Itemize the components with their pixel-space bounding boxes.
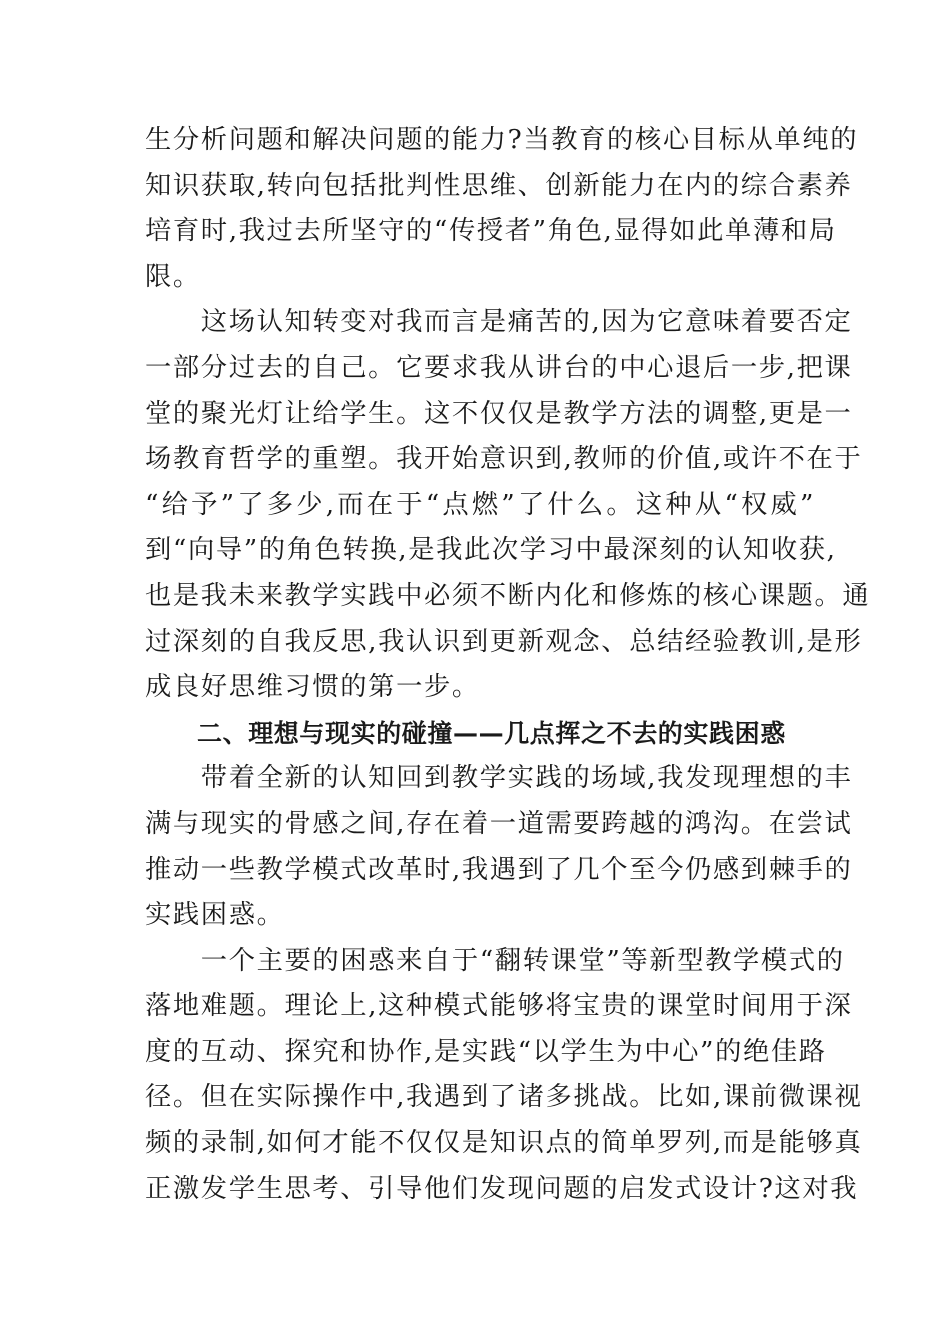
text-line: 频的录制,如何才能不仅仅是知识点的简单罗列,而是能够真: [145, 1128, 863, 1159]
text-line: 度的互动、探究和协作,是实践“以学生为中心”的绝佳路: [145, 1036, 827, 1067]
text-line: 培育时,我过去所坚守的“传授者”角色,显得如此单薄和局: [145, 216, 837, 247]
paragraph: [145, 118, 859, 300]
text-line: 落地难题。理论上,这种模式能够将宝贵的课堂时间用于深: [145, 991, 853, 1022]
text-line: 知识获取,转向包括批判性思维、创新能力在内的综合素养: [145, 170, 853, 201]
text-line: 到“向导”的角色转换,是我此次学习中最深刻的认知收获,: [145, 535, 837, 566]
paragraph: [145, 300, 871, 710]
text-line: 一部分过去的自己。它要求我从讲台的中心退后一步,把课: [145, 352, 853, 383]
text-line: 堂的聚光灯让给学生。这不仅仅是教学方法的调整,更是一: [145, 398, 853, 429]
paragraph: [145, 756, 853, 938]
text-line: 实践困惑。: [145, 900, 285, 931]
text-line: 一个主要的困惑来自于“翻转课堂”等新型教学模式的: [145, 945, 845, 976]
text-line: 限。: [145, 261, 201, 292]
paragraph: [145, 939, 863, 1213]
text-line: 推动一些教学模式改革时,我遇到了几个至今仍感到棘手的: [145, 854, 853, 885]
text-line: 正激发学生思考、引导他们发现问题的启发式设计?这对我: [145, 1173, 859, 1204]
text-line: 过深刻的自我反思,我认识到更新观念、总结经验教训,是形: [145, 626, 863, 657]
text-line: 场教育哲学的重塑。我开始意识到,教师的价值,或许不在于: [145, 444, 863, 475]
document-body: [145, 118, 871, 1212]
text-line: “给予”了多少,而在于“点燃”了什么。这种从“权威”: [145, 489, 815, 520]
text-line: 径。但在实际操作中,我遇到了诸多挑战。比如,课前微课视: [145, 1082, 863, 1113]
text-line: 这场认知转变对我而言是痛苦的,因为它意味着要否定: [145, 307, 853, 338]
text-line: 生分析问题和解决问题的能力?当教育的核心目标从单纯的: [145, 125, 859, 155]
text-line: 成良好思维习惯的第一步。: [145, 672, 480, 703]
section-heading: [145, 711, 815, 757]
text-line: 也是我未来教学实践中必须不断内化和修炼的核心课题。通: [145, 580, 871, 611]
heading-line: 二、理想与现实的碰撞——几点挥之不去的实践困惑: [197, 718, 786, 748]
text-line: 带着全新的认知回到教学实践的场域,我发现理想的丰: [145, 763, 853, 794]
text-line: 满与现实的骨感之间,存在着一道需要跨越的鸿沟。在尝试: [145, 808, 853, 839]
